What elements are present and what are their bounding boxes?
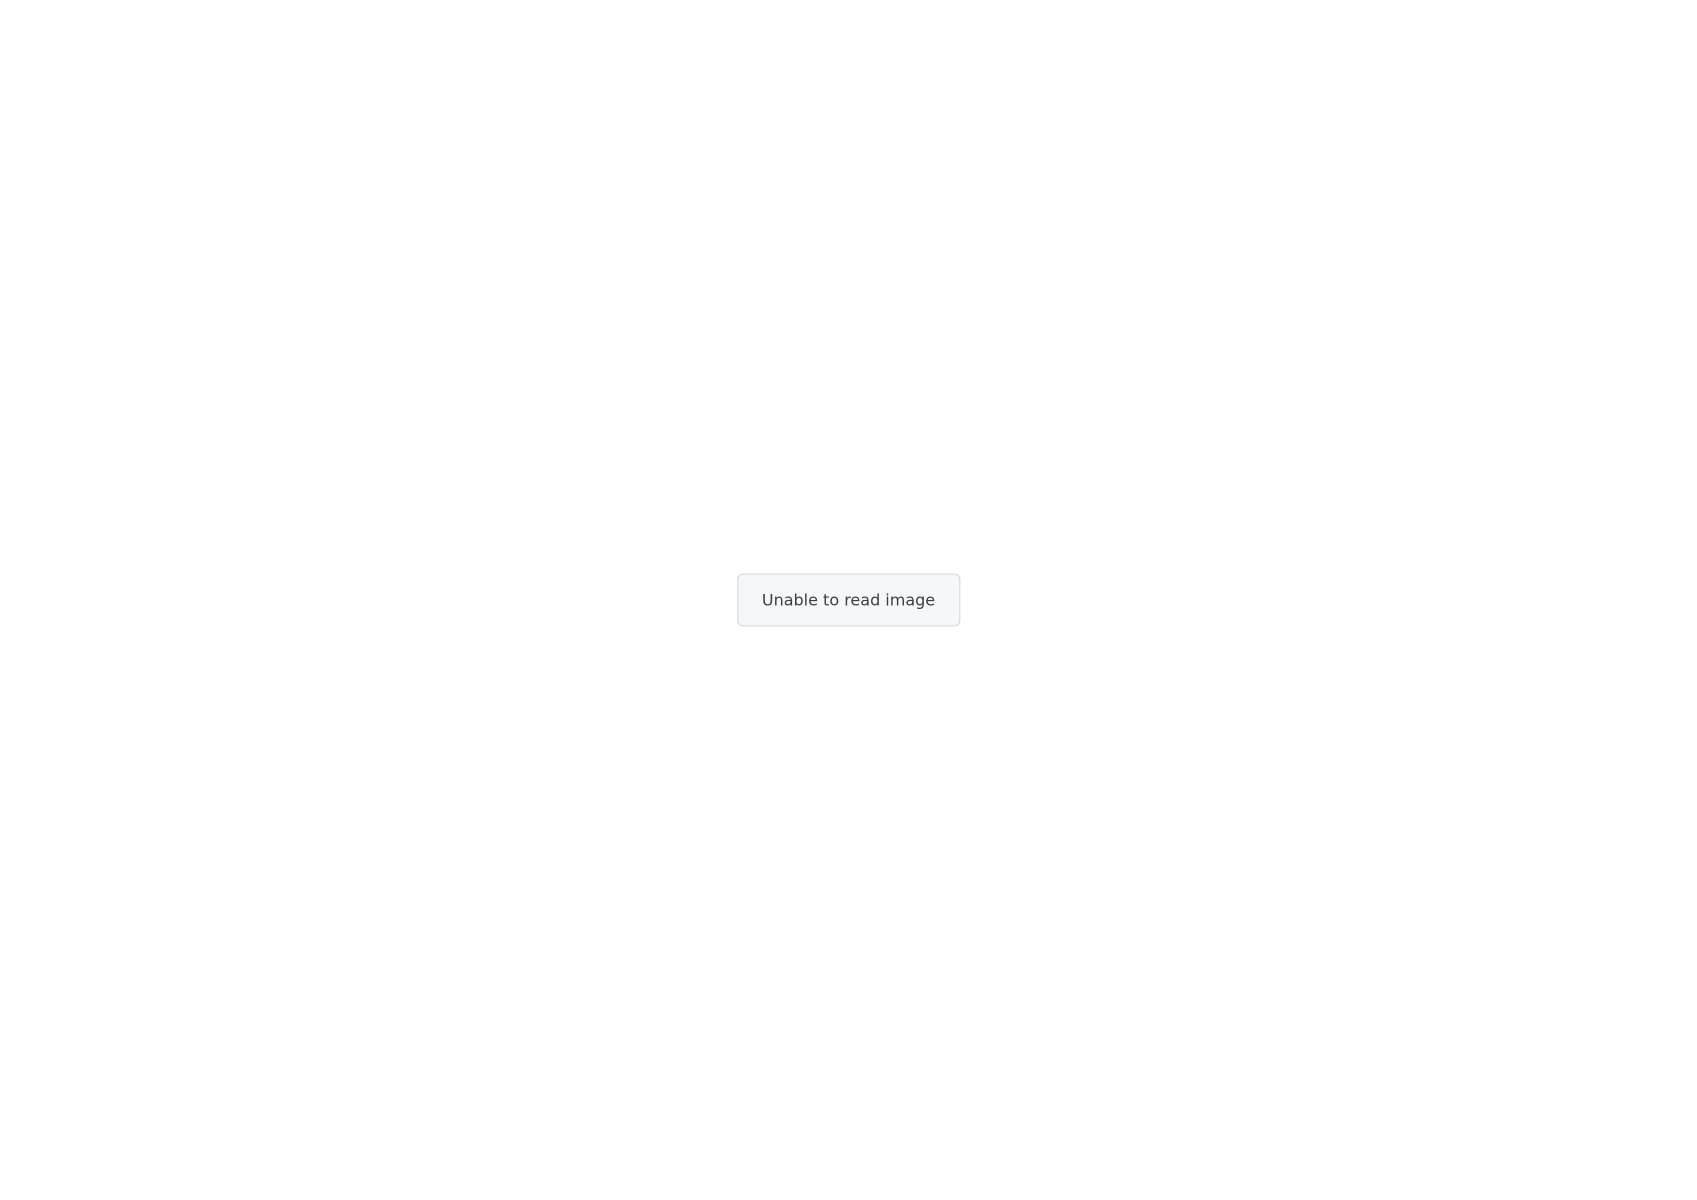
placeholder-notice: Unable to read image xyxy=(737,574,960,627)
